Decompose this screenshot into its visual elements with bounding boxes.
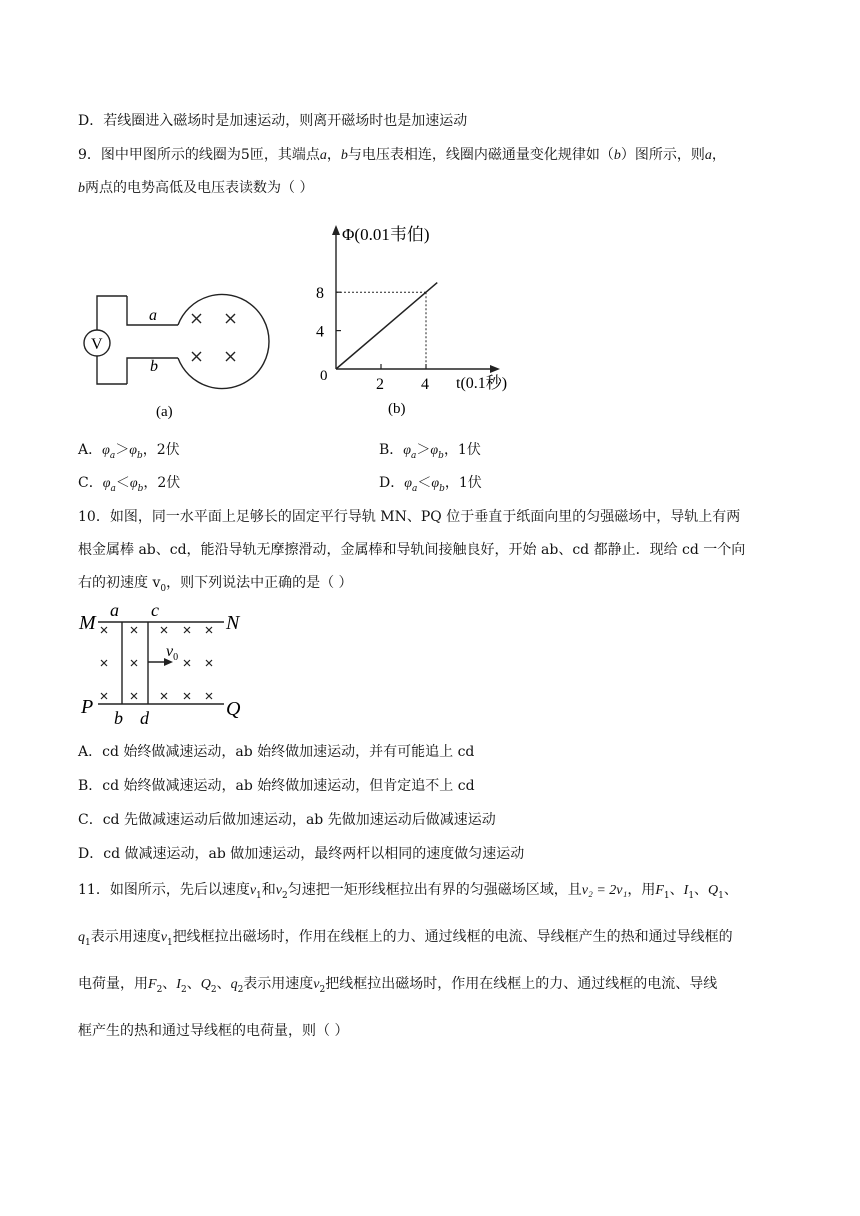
chart-series-line [336, 283, 437, 369]
chart-xlabel: t(0.1秒) [456, 375, 508, 392]
chart-xtick-label: 4 [421, 376, 429, 393]
fig-a-label-a: a [149, 307, 157, 324]
chart-xtick-label: 2 [376, 376, 384, 393]
q9-figure-b [310, 215, 550, 420]
fig-a-meter-label: V [91, 336, 103, 353]
q11-stem-line3: 电荷量，用$F_2$、$I_2$、$Q_2$、$q_2$表示用速度$v_2$把线框拉出磁场时，作用在线框上的力、通过线框的电流、导线 [78, 976, 718, 995]
q10-option-a[interactable]: A．cd 始终做减速运动，ab 始终做加速运动，并有可能追上 cd [78, 744, 475, 760]
fig10-field-crosses [101, 627, 212, 699]
fig10-label-b: b [114, 708, 123, 728]
fig10-label-Q: Q [226, 698, 241, 720]
q10-option-b[interactable]: B．cd 始终做减速运动，ab 始终做加速运动，但肯定追不上 cd [78, 778, 475, 794]
chart-ylabel: Φ(0.01韦伯) [342, 225, 430, 244]
chart-ytick-label: 8 [316, 285, 324, 303]
q10-stem-line1: 10．如图，同一水平面上足够长的固定平行导轨 MN、PQ 位于垂直于纸面向里的匀强磁场中，导轨上有两 [78, 509, 741, 525]
q11-stem-line1: 11．如图所示，先后以速度$v_1$和$v_2$匀速把一矩形线框拉出有界的匀强磁场区域，且v₂ = 2v₁，用$F_1$、$I_1$、$Q_1$、 [78, 882, 738, 901]
q11-stem-line4: 框产生的热和通过导线框的电荷量，则（ ） [78, 1023, 349, 1039]
fig10-label-P: P [81, 696, 94, 718]
fig-a-label-b: b [150, 358, 158, 375]
q8-option-d: D．若线圈进入磁场时是加速运动，则离开磁场时也是加速运动 [78, 113, 468, 129]
q9-option-b[interactable]: B．$\varphi_a>\varphi_b$，1伏 [379, 442, 481, 461]
chart-origin: 0 [320, 368, 328, 384]
q10-option-c[interactable]: C．cd 先做减速运动后做加速运动，ab 先做加速运动后做减速运动 [78, 812, 496, 828]
q11-stem-line2: $q_1$表示用速度$v_1$把线框拉出磁场时，作用在线框上的力、通过线框的电流、导线框产生的热和通过导线框的 [78, 929, 733, 948]
fig10-velocity-label: $v_0$ [166, 643, 179, 663]
q9-stem-line2: b两点的电势高低及电压表读数为（ ） [78, 180, 314, 196]
fig10-label-c: c [151, 600, 159, 620]
fig-a-caption: (a) [156, 404, 173, 420]
q9-option-c[interactable]: C．$\varphi_a<\varphi_b$，2伏 [78, 475, 181, 494]
fig10-label-d: d [140, 708, 149, 728]
q10-stem-line2: 根金属棒 ab、cd，能沿导轨无摩擦滑动，金属棒和导轨间接触良好，开始 ab、cd 都静止．现给 cd 一个向 [78, 542, 746, 558]
chart-caption: (b) [388, 401, 406, 417]
q10-stem-line3: 右的初速度 $v_0$，则下列说法中正确的是（ ） [78, 575, 353, 594]
q9-figure-a [70, 280, 280, 420]
q9-option-a[interactable]: A．$\varphi_a>\varphi_b$，2伏 [78, 442, 180, 461]
q10-figure [76, 598, 256, 728]
fig-a-field-crosses [192, 314, 235, 361]
fig10-label-N: N [226, 612, 240, 634]
fig10-label-a: a [110, 600, 119, 620]
q9-stem-line1: 9．图中甲图所示的线圈为5匝，其端点a，b与电压表相连，线圈内磁通量变化规律如（b）图所示，则a， [78, 147, 726, 163]
q10-option-d[interactable]: D．cd 做减速运动，ab 做加速运动，最终两杆以相同的速度做匀速运动 [78, 846, 525, 862]
chart-ytick-label: 4 [316, 323, 324, 341]
q9-option-d[interactable]: D．$\varphi_a<\varphi_b$，1伏 [379, 475, 482, 494]
fig10-label-M: M [79, 612, 96, 634]
